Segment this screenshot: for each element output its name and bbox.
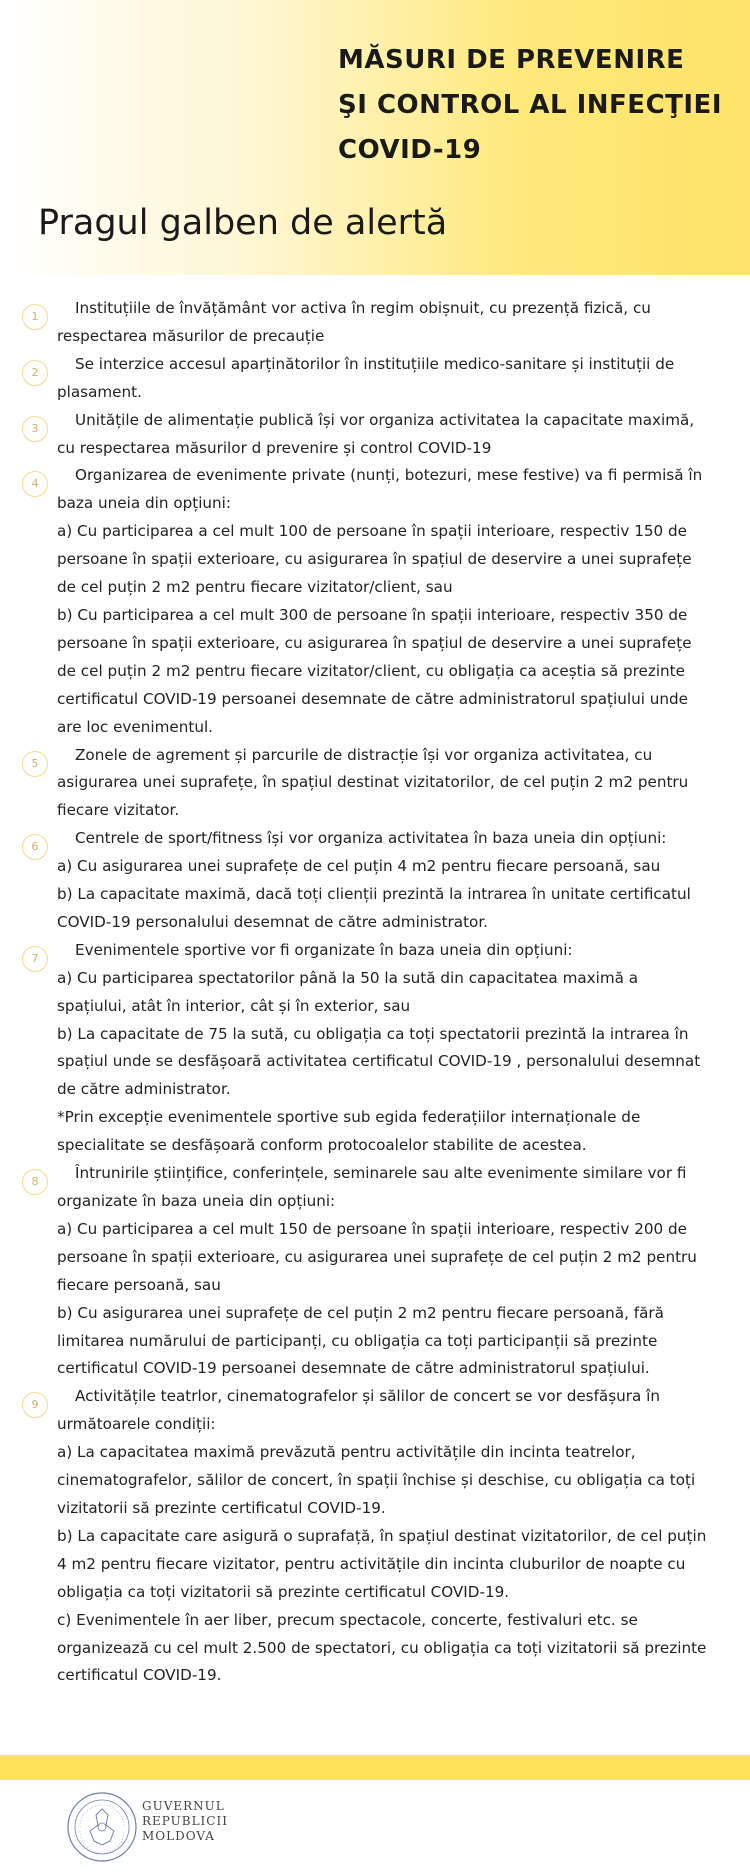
- measure-text: Zonele de agrement și parcurile de distracție își vor organiza activitatea, cu asigurarea unei suprafețe, în spațiul destinat vizitatorilor, de cel puțin 2 m2 pentru fiecare vizitator.: [57, 745, 689, 820]
- item-number-badge: 1: [22, 304, 48, 330]
- measure-option: b) La capacitate care asigură o suprafață, în spațiul destinat vizitatorilor, de cel puțin 4 m2 pentru fiecare vizitator, pentru activitățile din incinta cluburilor de noapte cu obligația ca toți vizitatorii să prezinte certificatul COVID-19.: [57, 1526, 707, 1601]
- page-title: [338, 38, 738, 173]
- alert-level-subtitle: Pragul galben de alertă: [38, 203, 448, 243]
- measure-text: Centrele de sport/fitness își vor organiza activitatea în baza uneia din opțiuni:: [75, 829, 667, 848]
- measure-text: Instituțiile de învățământ vor activa în regim obișnuit, cu prezență fizică, cu respectarea măsurilor de precauție: [57, 299, 651, 345]
- measure-option: a) Cu participarea spectatorilor până la 50 la sută din capacitatea maximă a spațiului, atât în interior, cât și în exterior, sau: [57, 968, 639, 1015]
- footer: [0, 1780, 750, 1875]
- measure-item: [0, 937, 750, 1160]
- measure-option: b) Cu asigurarea unei suprafețe de cel puțin 2 m2 pentru fiecare persoană, fără limitarea numărului de participanți, cu obligația ca toți participanții să prezinte certificatul COVID-19 persoanei desemnate de către administratorul spațiului.: [57, 1303, 664, 1378]
- measure-option: c) Evenimentele în aer liber, precum spectacole, concerte, festivaluri etc. se organizează cu cel mult 2.500 de spectatori, cu obligația ca toți vizitatorii să prezinte certificatul COVID-19.: [57, 1610, 707, 1685]
- measure-text: Evenimentele sportive vor fi organizate în baza uneia din opțiuni:: [75, 940, 573, 959]
- gov-line-3: MOLDOVA: [142, 1829, 215, 1843]
- item-number-badge: 3: [22, 416, 48, 442]
- measure-text: Unitățile de alimentație publică își vor organiza activitatea la capacitate maximă, cu respectarea măsurilor d prevenire și control COVID-19: [57, 410, 695, 457]
- measure-text: Organizarea de evenimente private (nunți, botezuri, mese festive) va fi permisă în baza uneia din opțiuni:: [57, 466, 703, 513]
- measure-text: Activitățile teatrlor, cinematografelor și sălilor de concert se vor desfășura în următoarele condiții:: [57, 1387, 661, 1434]
- measure-option: a) Cu participarea a cel mult 150 de persoane în spații interioare, respectiv 200 de persoane în spații exterioare, cu asigurarea unei suprafețe de cel puțin 2 m2 pentru fiecare persoană, sau: [57, 1219, 697, 1294]
- header-banner: [0, 0, 750, 275]
- measure-item: [0, 1160, 750, 1383]
- title-line-3: COVID-19: [338, 135, 482, 165]
- measure-item: [0, 295, 750, 351]
- measure-item: [0, 742, 750, 826]
- measure-option: *Prin excepție evenimentele sportive sub egida federațiilor internaționale de specialitate se desfășoară conform protocoalelor stabilite de acestea.: [57, 1108, 641, 1155]
- footer-accent-bar: [0, 1755, 750, 1780]
- item-number-badge: 8: [22, 1169, 48, 1195]
- measures-list: [0, 295, 750, 1690]
- measure-option: a) La capacitatea maximă prevăzută pentru activitățile din incinta teatrelor, cinematografelor, sălilor de concert, în spații închise și deschise, cu obligația ca toți vizitatorii să prezinte certificatul COVID-19.: [57, 1443, 696, 1517]
- title-line-1: MĂSURI DE PREVENIRE: [338, 45, 685, 75]
- measure-option: a) Cu asigurarea unei suprafețe de cel puțin 4 m2 pentru fiecare persoană, sau: [57, 857, 661, 876]
- item-number-badge: 9: [22, 1392, 48, 1418]
- measure-text: Se interzice accesul aparținătorilor în instituțiile medico-sanitare și instituții de plasament.: [57, 354, 675, 401]
- measure-option: b) La capacitate de 75 la sută, cu obligația ca toți spectatorii prezintă la intrarea în spațiul unde se desfășoară activitatea certificatul COVID-19 , personalului desemnat de către administrator.: [57, 1024, 701, 1099]
- measure-option: b) La capacitate maximă, dacă toți clienții prezintă la intrarea în unitate certificatul COVID-19 personalului desemnat de către administrator.: [57, 885, 691, 931]
- title-line-2: ŞI CONTROL AL INFECŢIEI: [338, 90, 722, 120]
- government-seal-icon: [66, 1791, 138, 1863]
- item-number-badge: 4: [22, 471, 48, 497]
- gov-line-1: GUVERNUL: [142, 1799, 225, 1813]
- government-name: [142, 1799, 228, 1844]
- item-number-badge: 5: [22, 751, 48, 777]
- measure-text: Întrunirile științifice, conferințele, seminarele sau alte evenimente similare vor fi organizate în baza uneia din opțiuni:: [57, 1164, 687, 1210]
- measure-item: [0, 407, 750, 463]
- measure-item: [0, 825, 750, 937]
- measure-item: [0, 462, 750, 741]
- measure-item: [0, 1383, 750, 1690]
- item-number-badge: 6: [22, 834, 48, 860]
- measure-option: a) Cu participarea a cel mult 100 de persoane în spații interioare, respectiv 150 de persoane în spații exterioare, cu asigurarea în spațiul de deservire a unei suprafețe de cel puțin 2 m2 pentru fiecare vizitator/client, sau: [57, 522, 692, 597]
- item-number-badge: 2: [22, 360, 48, 386]
- gov-line-2: REPUBLICII: [142, 1814, 228, 1828]
- measure-item: [0, 351, 750, 407]
- item-number-badge: 7: [22, 946, 48, 972]
- measure-option: b) Cu participarea a cel mult 300 de persoane în spații interioare, respectiv 350 de persoane în spații exterioare, cu asigurarea în spațiul de deservire a unei suprafețe de cel puțin 2 m2 pentru fiecare vizitator/client, cu obligația ca aceștia să prezinte certificatul COVID-19 persoanei desemnate de către administratorul spațiului unde are loc evenimentul.: [57, 605, 692, 736]
